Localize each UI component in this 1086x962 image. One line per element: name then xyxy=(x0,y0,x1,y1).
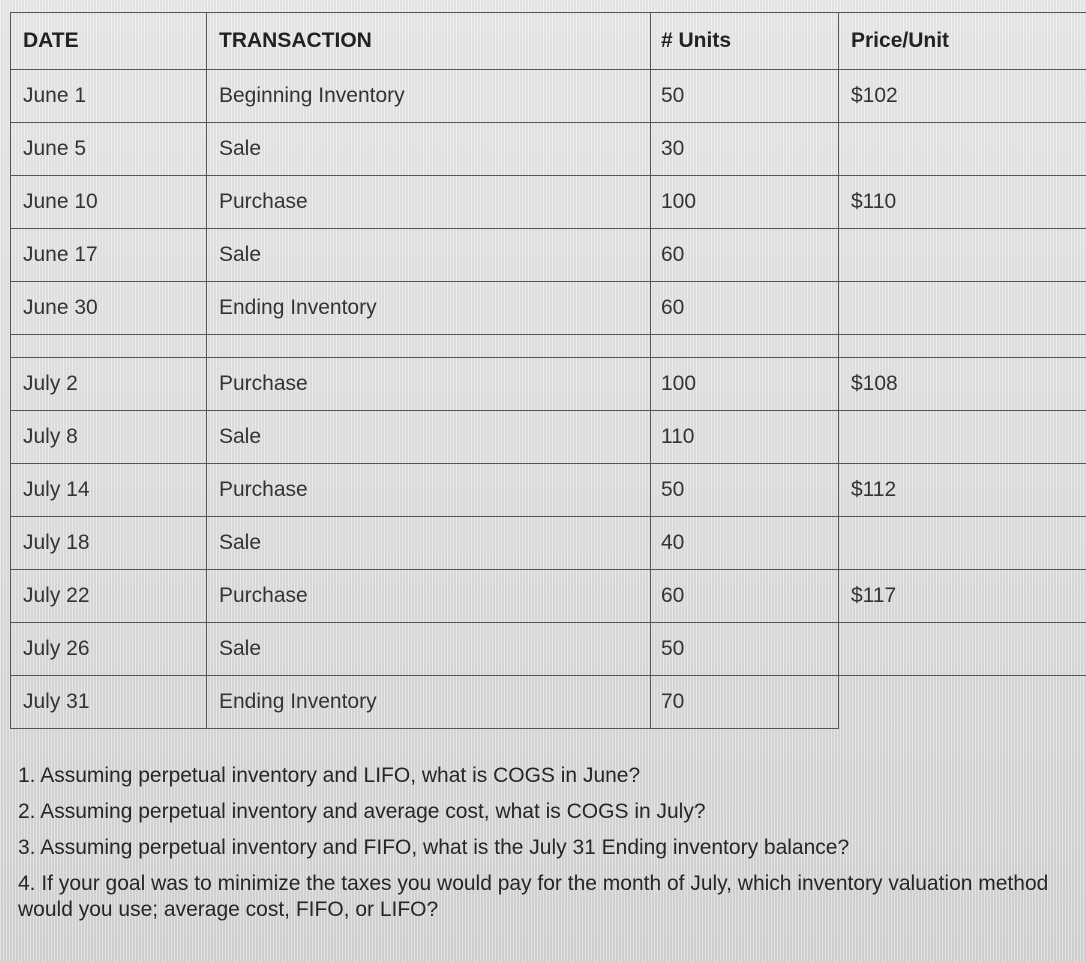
cell-price xyxy=(839,623,1086,676)
table-row xyxy=(11,517,1086,570)
table-row xyxy=(11,70,1086,123)
cell-date: July 8 xyxy=(11,411,207,464)
table-row xyxy=(11,123,1086,176)
cell-empty xyxy=(207,335,651,358)
cell-transaction: Sale xyxy=(207,517,651,570)
cell-empty xyxy=(11,335,207,358)
table-row xyxy=(11,570,1086,623)
cell-units: 100 xyxy=(651,358,839,411)
header-transaction: TRANSACTION xyxy=(207,13,651,70)
cell-empty xyxy=(839,335,1086,358)
cell-units: 50 xyxy=(651,623,839,676)
cell-transaction: Purchase xyxy=(207,358,651,411)
cell-transaction: Beginning Inventory xyxy=(207,70,651,123)
question-list xyxy=(18,758,1082,923)
header-date: DATE xyxy=(11,13,207,70)
cell-date: June 1 xyxy=(11,70,207,123)
cell-transaction: Purchase xyxy=(207,176,651,229)
question-4: 4. If your goal was to minimize the taxes you would pay for the month of July, which inventory valuation method would you use; average cost, FIFO, or LIFO? xyxy=(18,872,1049,921)
cell-transaction: Ending Inventory xyxy=(207,676,651,729)
cell-price: $110 xyxy=(839,176,1086,229)
cell-transaction: Sale xyxy=(207,229,651,282)
cell-date: July 31 xyxy=(11,676,207,729)
cell-transaction: Purchase xyxy=(207,464,651,517)
cell-date: July 26 xyxy=(11,623,207,676)
cell-price xyxy=(839,517,1086,570)
header-price: Price/Unit xyxy=(839,13,1086,70)
header-units: # Units xyxy=(651,13,839,70)
cell-units: 50 xyxy=(651,70,839,123)
cell-units: 50 xyxy=(651,464,839,517)
cell-price: $102 xyxy=(839,70,1086,123)
cell-date: July 14 xyxy=(11,464,207,517)
cell-units: 70 xyxy=(651,676,839,729)
cell-transaction: Sale xyxy=(207,411,651,464)
table-row xyxy=(11,282,1086,335)
cell-units: 60 xyxy=(651,282,839,335)
table-header-row xyxy=(11,13,1086,70)
cell-date: July 18 xyxy=(11,517,207,570)
cell-date: June 10 xyxy=(11,176,207,229)
cell-date: July 22 xyxy=(11,570,207,623)
cell-date: June 5 xyxy=(11,123,207,176)
cell-transaction: Purchase xyxy=(207,570,651,623)
cell-price xyxy=(839,229,1086,282)
question-3: 3. Assuming perpetual inventory and FIFO, what is the July 31 Ending inventory balance? xyxy=(18,836,850,859)
cell-transaction: Sale xyxy=(207,623,651,676)
cell-price xyxy=(839,282,1086,335)
cell-price xyxy=(839,676,1086,729)
cell-units: 100 xyxy=(651,176,839,229)
table-row xyxy=(11,676,1086,729)
table-separator-row xyxy=(11,335,1086,358)
table-row xyxy=(11,623,1086,676)
cell-units: 110 xyxy=(651,411,839,464)
cell-units: 60 xyxy=(651,229,839,282)
table-row xyxy=(11,464,1086,517)
cell-price: $117 xyxy=(839,570,1086,623)
cell-units: 60 xyxy=(651,570,839,623)
cell-price: $108 xyxy=(839,358,1086,411)
table-row xyxy=(11,358,1086,411)
cell-empty xyxy=(651,335,839,358)
cell-date: July 2 xyxy=(11,358,207,411)
cell-price xyxy=(839,123,1086,176)
cell-units: 30 xyxy=(651,123,839,176)
inventory-table xyxy=(10,12,1086,729)
cell-price: $112 xyxy=(839,464,1086,517)
question-1: 1. Assuming perpetual inventory and LIFO, what is COGS in June? xyxy=(18,764,641,787)
cell-transaction: Ending Inventory xyxy=(207,282,651,335)
table-row xyxy=(11,176,1086,229)
cell-date: June 17 xyxy=(11,229,207,282)
question-2: 2. Assuming perpetual inventory and average cost, what is COGS in July? xyxy=(18,800,706,823)
cell-price xyxy=(839,411,1086,464)
cell-transaction: Sale xyxy=(207,123,651,176)
table-row xyxy=(11,229,1086,282)
cell-date: June 30 xyxy=(11,282,207,335)
cell-units: 40 xyxy=(651,517,839,570)
table-row xyxy=(11,411,1086,464)
